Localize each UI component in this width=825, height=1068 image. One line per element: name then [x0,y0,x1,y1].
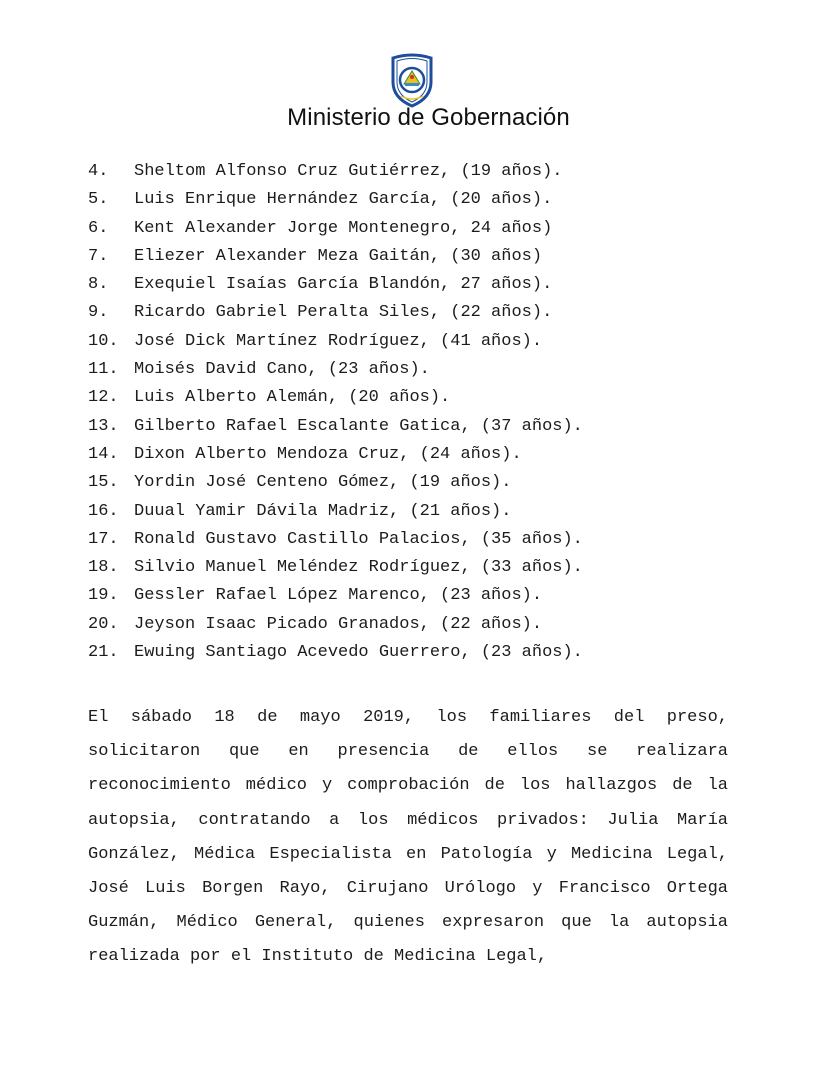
list-item [88,413,583,441]
list-item [88,384,583,412]
list-item-number: 19. [88,586,119,606]
list-item-text: Ronald Gustavo Castillo Palacios, (35 años). [134,529,583,549]
list-item-number: 20. [88,614,119,634]
list-item-text: Ewuing Santiago Acevedo Guerrero, (23 años). [134,643,583,663]
list-item-text: Duual Yamir Dávila Madriz, (21 años). [134,501,512,521]
list-item-text: Silvio Manuel Meléndez Rodríguez, (33 años). [134,558,583,578]
list-item [88,215,583,243]
list-item-number: 4. [88,162,109,181]
list-item-number: 13. [88,416,119,436]
list-item-number: 11. [88,360,119,380]
list-item-text: Gilberto Rafael Escalante Gatica, (37 años). [134,416,583,436]
list-item-number: 7. [88,246,109,266]
victims-list [88,158,583,667]
ministry-title: Ministerio de Gobernación [287,104,570,131]
list-item-text: Kent Alexander Jorge Montenegro, 24 años) [134,218,553,238]
list-item-text: Gessler Rafael López Marenco, (23 años). [134,586,543,606]
list-item [88,158,583,186]
list-item-text: Exequiel Isaías García Blandón, 27 años). [134,275,553,295]
list-item [88,554,583,582]
list-item-text: Eliezer Alexander Meza Gaitán, (30 años) [134,246,543,266]
body-paragraph: El sábado 18 de mayo 2019, los familiares del preso, solicitaron que en presencia de ellos se realizara reconocimiento médico y comprobación de los hallazgos de la autopsia, contratando a los médicos privados: Julia María González, Médica Especialista en Patología y Medicina Legal, José Luis Borgen Rayo, Cirujano Urólogo y Francisco Ortega Guzmán, Médico General, quienes expresaron que la autopsia realizada por el Instituto de Medicina Legal, [88,708,728,967]
list-item-text: Yordin José Centeno Gómez, (19 años). [134,473,512,493]
list-item-number: 12. [88,388,119,408]
list-item [88,498,583,526]
list-item-number: 21. [88,643,119,663]
list-item [88,328,583,356]
list-item-text: Sheltom Alfonso Cruz Gutiérrez, (19 años). [134,162,563,181]
list-item-number: 9. [88,303,109,323]
list-item-text: José Dick Martínez Rodríguez, (41 años). [134,331,543,351]
list-item-text: Moisés David Cano, (23 años). [134,360,430,380]
list-item [88,526,583,554]
list-item [88,611,583,639]
list-item [88,469,583,497]
list-item [88,243,583,271]
list-item [88,356,583,384]
list-item-text: Dixon Alberto Mendoza Cruz, (24 años). [134,444,522,464]
list-item [88,582,583,610]
list-item-number: 18. [88,558,119,578]
list-item [88,299,583,327]
list-item-number: 17. [88,529,119,549]
list-item-text: Luis Alberto Alemán, (20 años). [134,388,451,408]
nicaragua-seal-icon [389,52,435,108]
page-header [0,0,825,140]
list-item-number: 5. [88,190,109,210]
list-item-text: Jeyson Isaac Picado Granados, (22 años). [134,614,543,634]
list-item-text: Ricardo Gabriel Peralta Siles, (22 años). [134,303,553,323]
list-item-number: 14. [88,444,119,464]
list-item [88,186,583,214]
list-item [88,271,583,299]
list-item-number: 8. [88,275,109,295]
list-item-text: Luis Enrique Hernández García, (20 años). [134,190,553,210]
list-item-number: 6. [88,218,109,238]
list-item [88,441,583,469]
list-item-number: 15. [88,473,119,493]
list-item-number: 16. [88,501,119,521]
list-item [88,639,583,667]
list-item-number: 10. [88,331,119,351]
